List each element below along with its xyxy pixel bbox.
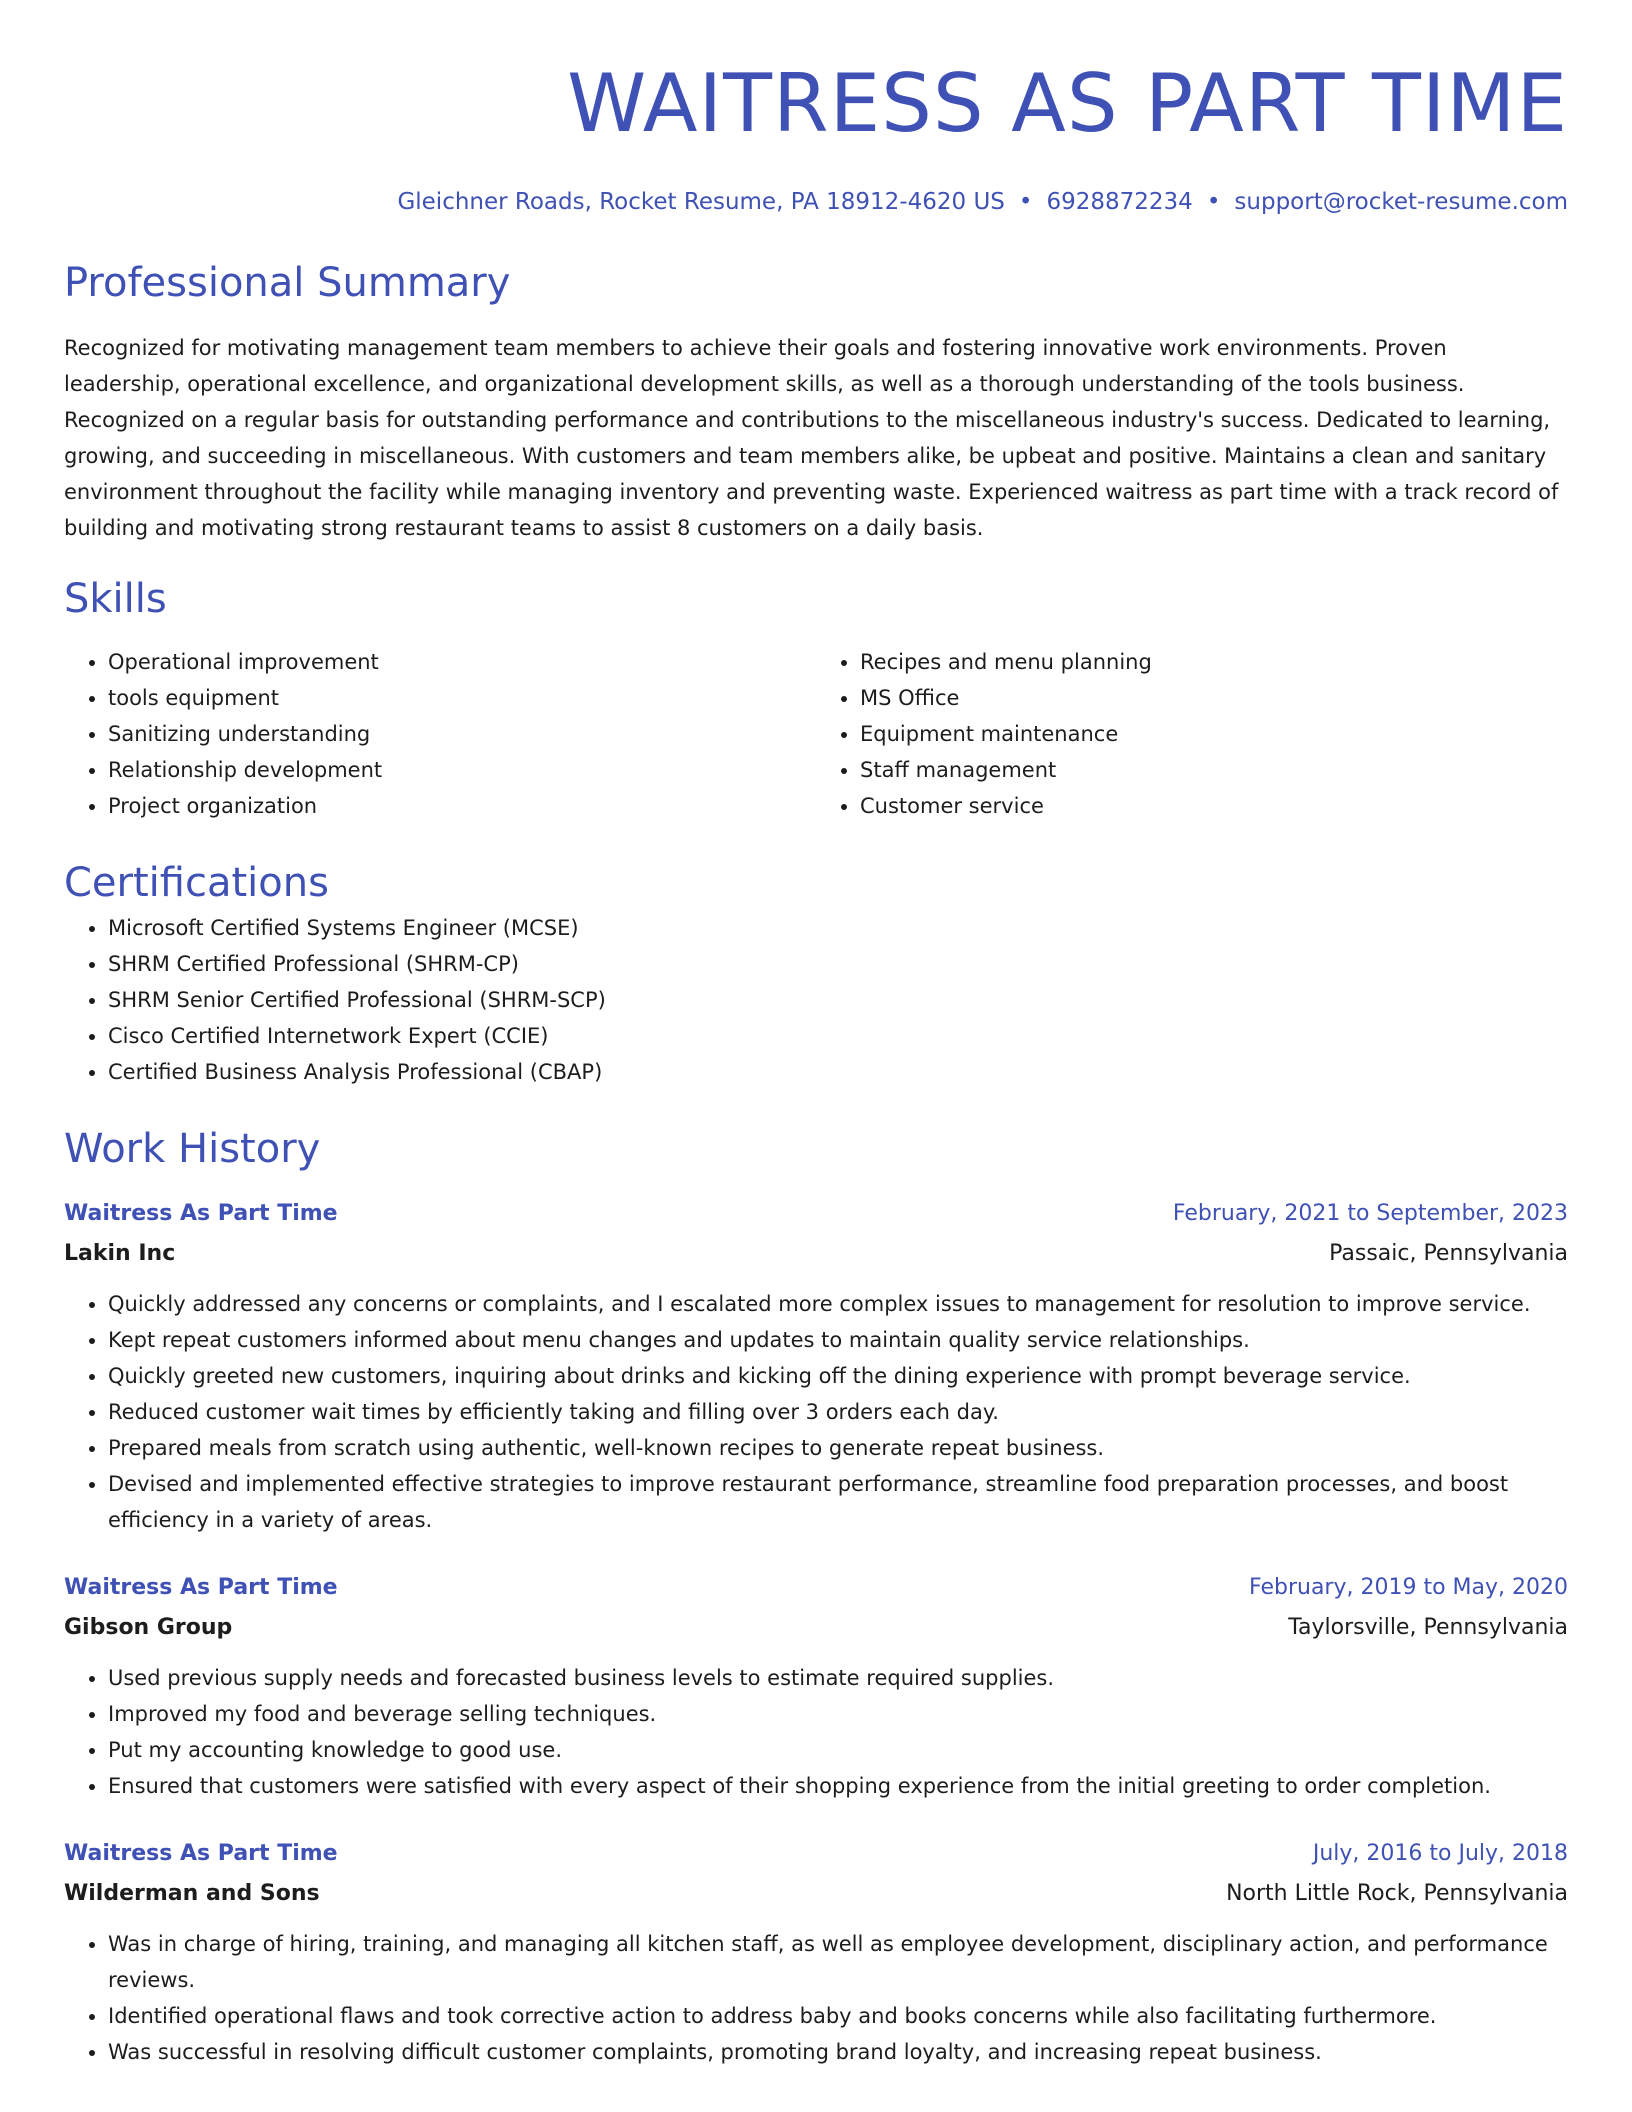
job-title: Waitress As Part Time bbox=[64, 1201, 338, 1226]
job-bullet: • Reduced customer wait times by efficiently taking and filling over 3 orders each day. bbox=[108, 1394, 1568, 1430]
job-company-row bbox=[64, 1234, 1568, 1274]
job-bullet: • Improved my food and beverage selling techniques. bbox=[108, 1696, 1568, 1732]
job-bullet: • Quickly addressed any concerns or complaints, and I escalated more complex issues to management for resolution to improve service. bbox=[108, 1286, 1568, 1322]
skill-item: • Equipment maintenance bbox=[860, 716, 1568, 752]
job-company-row bbox=[64, 1874, 1568, 1914]
work-history-heading: Work History bbox=[64, 1126, 321, 1172]
skill-item: • Sanitizing understanding bbox=[108, 716, 816, 752]
certification-item: • Cisco Certified Internetwork Expert (CCIE) bbox=[108, 1018, 1568, 1054]
job-bullet: • Kept repeat customers informed about menu changes and updates to maintain quality service relationships. bbox=[108, 1322, 1568, 1358]
job-title: Waitress As Part Time bbox=[64, 1575, 338, 1600]
job-entry bbox=[64, 1194, 1568, 1538]
contact-separator: • bbox=[1206, 189, 1221, 215]
job-location: Taylorsville, Pennsylvania bbox=[1288, 1615, 1568, 1640]
job-dates: February, 2019 to May, 2020 bbox=[1249, 1575, 1568, 1600]
skills-list-left bbox=[64, 644, 816, 824]
contact-separator: • bbox=[1018, 189, 1033, 215]
job-bullet: • Was in charge of hiring, training, and managing all kitchen staff, as well as employee development, disciplinary action, and performance reviews. bbox=[108, 1926, 1568, 1998]
job-location: Passaic, Pennsylvania bbox=[1329, 1241, 1568, 1266]
company-name: Wilderman and Sons bbox=[64, 1881, 320, 1906]
job-bullet: • Ensured that customers were satisfied with every aspect of their shopping experience from the initial greeting to order completion. bbox=[108, 1768, 1568, 1804]
certification-item: • SHRM Senior Certified Professional (SHRM-SCP) bbox=[108, 982, 1568, 1018]
certification-item: • Certified Business Analysis Professional (CBAP) bbox=[108, 1054, 1568, 1090]
candidate-name: WAITRESS AS PART TIME bbox=[567, 57, 1568, 150]
job-bullet: • Quickly greeted new customers, inquiring about drinks and kicking off the dining experience with prompt beverage service. bbox=[108, 1358, 1568, 1394]
job-dates: February, 2021 to September, 2023 bbox=[1172, 1201, 1568, 1226]
certification-item: • Microsoft Certified Systems Engineer (MCSE) bbox=[108, 910, 1568, 946]
skills-heading: Skills bbox=[64, 576, 167, 622]
skill-item: • Operational improvement bbox=[108, 644, 816, 680]
job-bullet: • Was successful in resolving difficult customer complaints, promoting brand loyalty, and increasing repeat business. bbox=[108, 2034, 1568, 2070]
job-company-row bbox=[64, 1608, 1568, 1648]
summary-text: Recognized for motivating management team members to achieve their goals and fostering innovative work environments. Proven leadership, operational excellence, and organizational development skills, as well as a thorough understanding of the tools business. Recognized on a regular basis for outstanding performance and contributions to the miscellaneous industry's success. Dedicated to learning, growing, and succeeding in miscellaneous. With customers and team members alike, be upbeat and positive. Maintains a clean and sanitary environment throughout the facility while managing inventory and preventing waste. Experienced waitress as part time with a track record of building and motivating strong restaurant teams to assist 8 customers on a daily basis. bbox=[64, 336, 1559, 540]
job-title: Waitress As Part Time bbox=[64, 1841, 338, 1866]
job-bullet: • Used previous supply needs and forecasted business levels to estimate required supplies. bbox=[108, 1660, 1568, 1696]
skill-item: • Project organization bbox=[108, 788, 816, 824]
job-entry bbox=[64, 1568, 1568, 1804]
address: Gleichner Roads, Rocket Resume, PA 18912-4620 US bbox=[397, 189, 1005, 215]
skills-list-right bbox=[816, 644, 1568, 824]
company-name: Lakin Inc bbox=[64, 1241, 176, 1266]
job-bullet: • Identified operational flaws and took corrective action to address baby and books concerns while also facilitating furthermore. bbox=[108, 1998, 1568, 2034]
job-bullet: • Prepared meals from scratch using authentic, well-known recipes to generate repeat business. bbox=[108, 1430, 1568, 1466]
phone-number: 6928872234 bbox=[1046, 189, 1193, 215]
skill-item: • MS Office bbox=[860, 680, 1568, 716]
certifications-list bbox=[64, 910, 1568, 1090]
job-bullets bbox=[64, 1660, 1568, 1804]
skill-item: • Relationship development bbox=[108, 752, 816, 788]
job-bullet: • Devised and implemented effective strategies to improve restaurant performance, streamline food preparation processes, and boost efficiency in a variety of areas. bbox=[108, 1466, 1568, 1538]
skills-columns bbox=[64, 644, 1568, 824]
job-title-row bbox=[64, 1568, 1568, 1608]
contact-line bbox=[64, 186, 1568, 218]
job-title-row bbox=[64, 1194, 1568, 1234]
skill-item: • Customer service bbox=[860, 788, 1568, 824]
job-bullets bbox=[64, 1926, 1568, 2070]
skill-item: • Staff management bbox=[860, 752, 1568, 788]
skill-item: • Recipes and menu planning bbox=[860, 644, 1568, 680]
skill-item: • tools equipment bbox=[108, 680, 816, 716]
job-bullets bbox=[64, 1286, 1568, 1538]
summary-heading: Professional Summary bbox=[64, 260, 511, 306]
job-title-row bbox=[64, 1834, 1568, 1874]
job-location: North Little Rock, Pennsylvania bbox=[1226, 1881, 1568, 1906]
resume-header bbox=[64, 48, 1568, 218]
job-entry bbox=[64, 1834, 1568, 2070]
company-name: Gibson Group bbox=[64, 1615, 233, 1640]
job-bullet: • Put my accounting knowledge to good use. bbox=[108, 1732, 1568, 1768]
job-dates: July, 2016 to July, 2018 bbox=[1312, 1841, 1568, 1866]
certifications-heading: Certifications bbox=[64, 860, 329, 906]
email-address: support@rocket-resume.com bbox=[1234, 189, 1568, 215]
certification-item: • SHRM Certified Professional (SHRM-CP) bbox=[108, 946, 1568, 982]
